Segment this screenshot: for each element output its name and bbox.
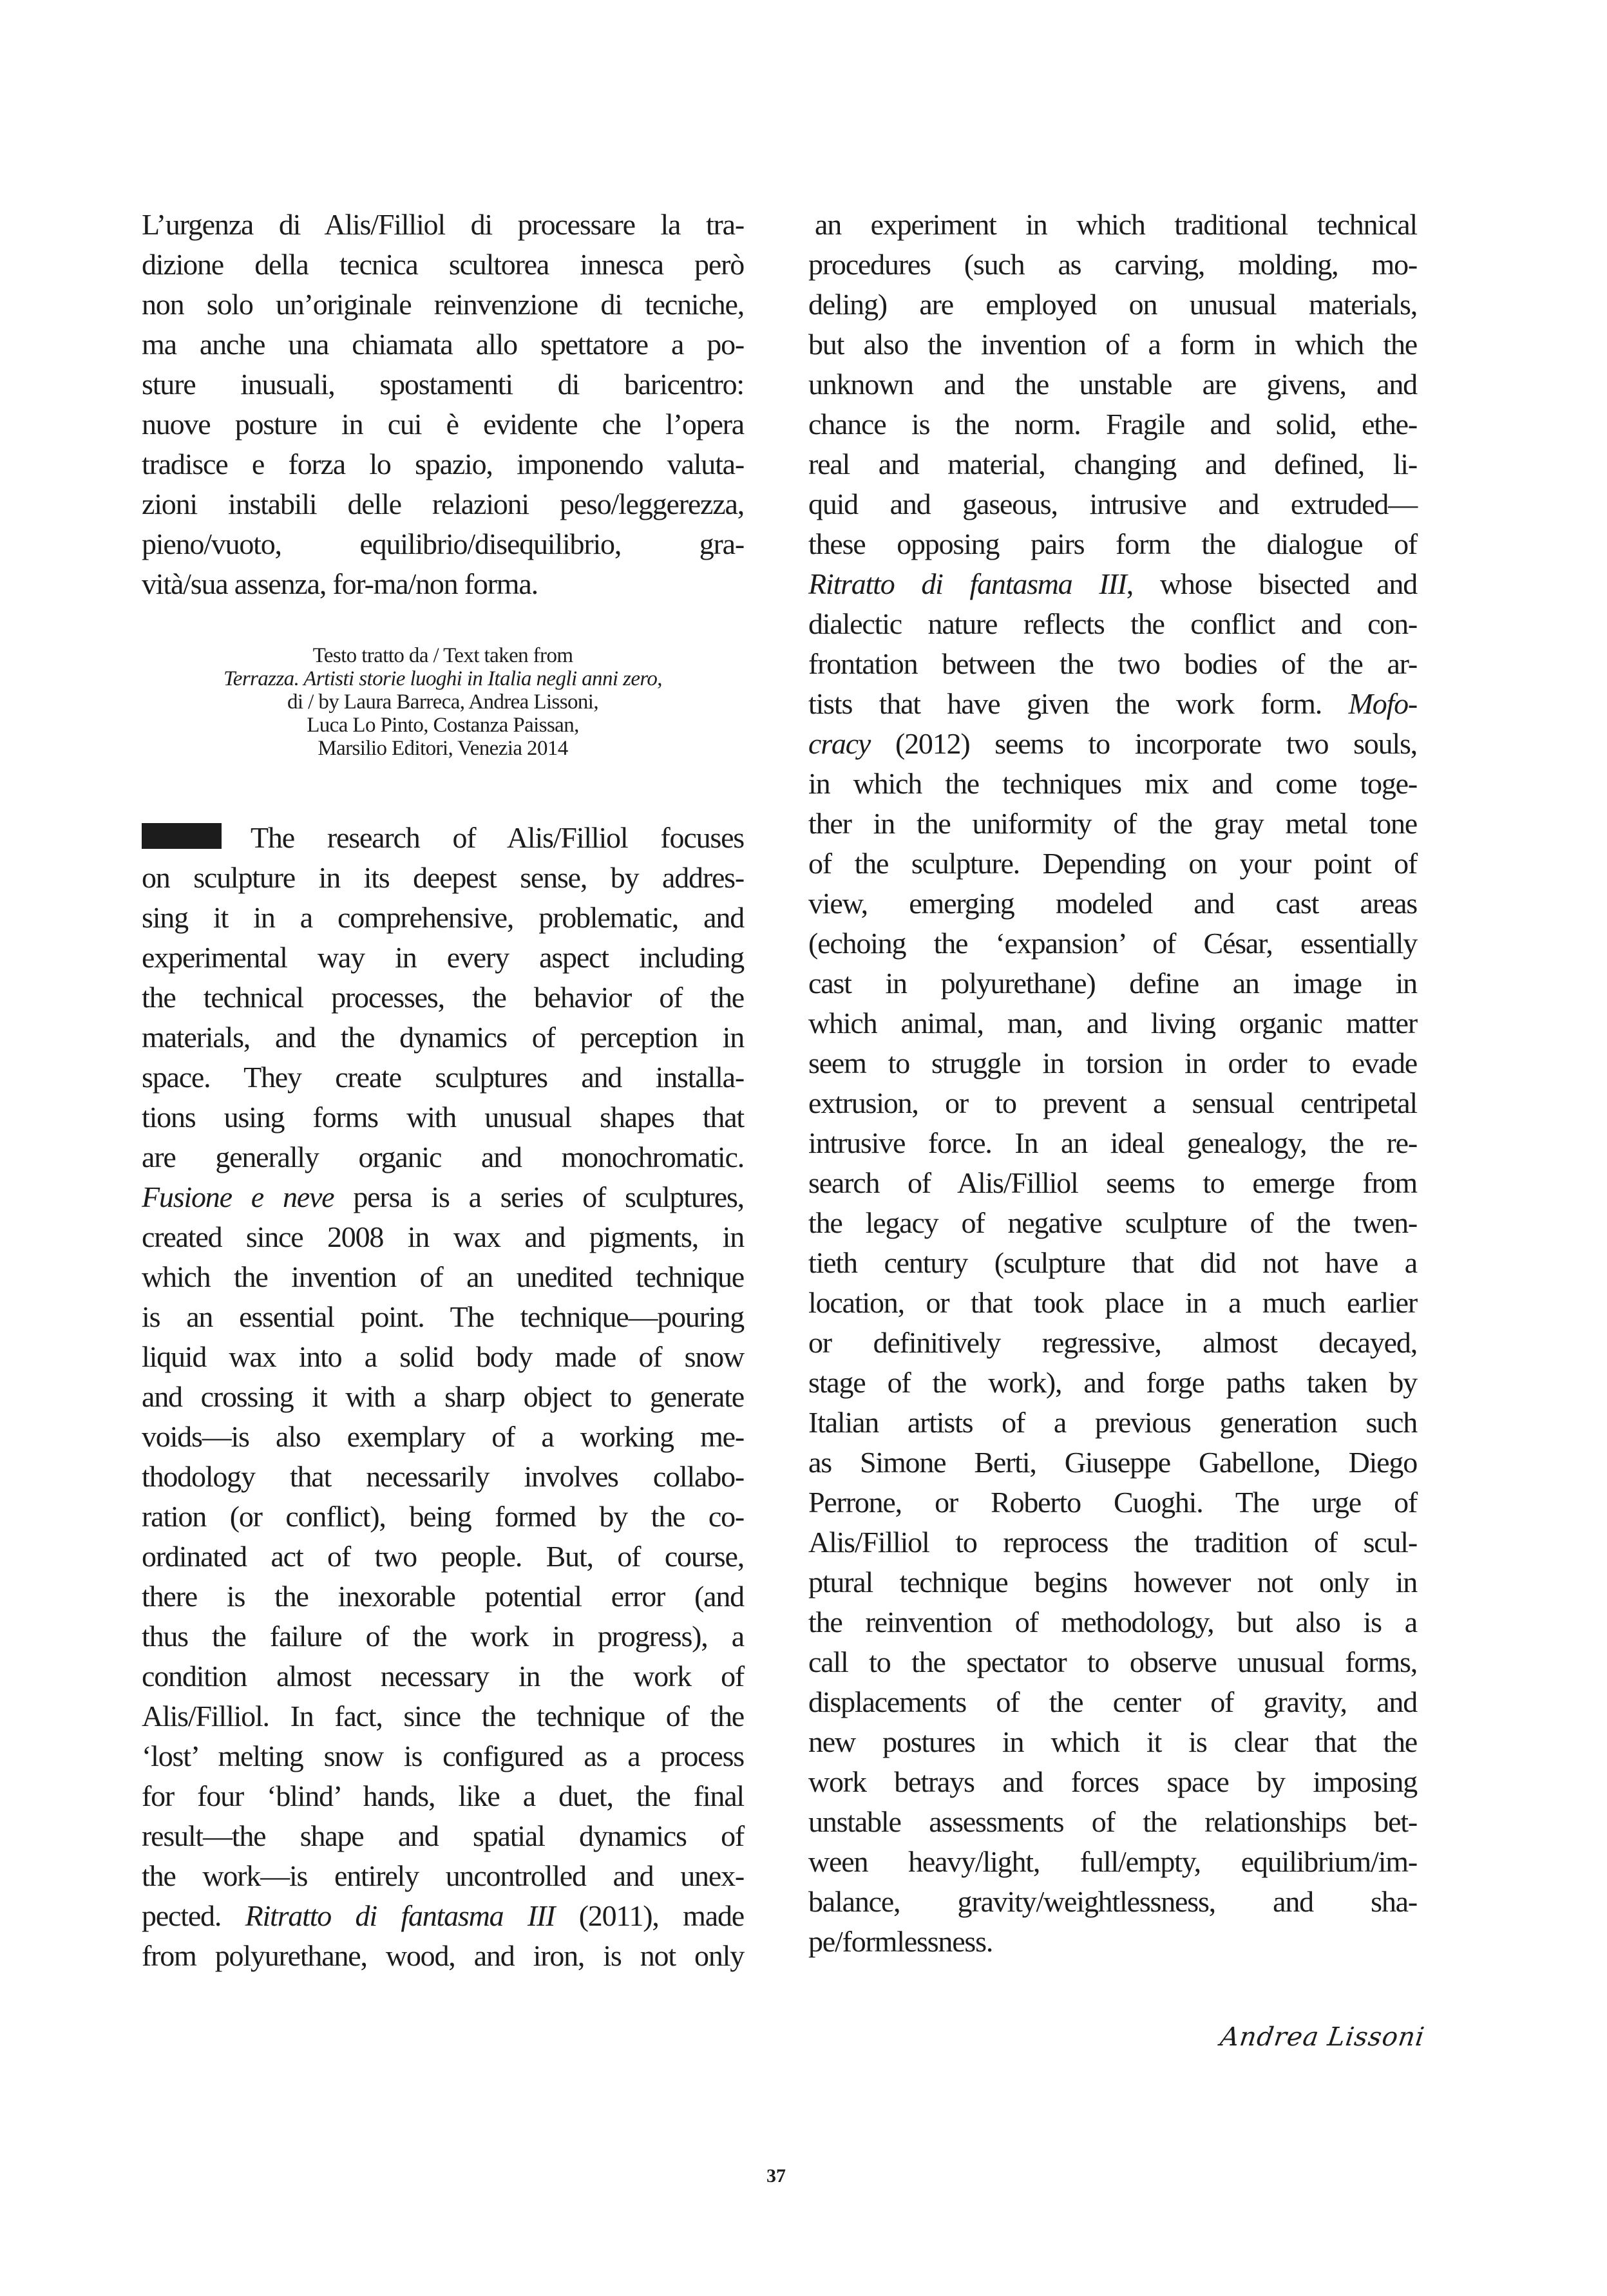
author-signature: Andrea Lissoni <box>1218 2022 1427 2052</box>
text-line: the legacy of negative sculpture of the twen- <box>808 1206 1417 1239</box>
text-line: vità/sua assenza, for-ma/non forma. <box>142 567 538 600</box>
text-line: Italian artists of a previous generation such <box>808 1406 1417 1439</box>
text-line: cast in polyurethane) define an image in <box>808 967 1417 1000</box>
citation-line: Testo tratto da / Text taken from <box>312 644 573 667</box>
text-line: the reinvention of methodology, but also is a <box>808 1606 1417 1638</box>
section-marker-block <box>142 823 222 849</box>
text-line: unknown and the unstable are givens, and <box>808 368 1417 401</box>
page-number: 37 <box>766 2165 786 2187</box>
text-line: zioni instabili delle relazioni peso/leggerezza, <box>142 488 744 520</box>
text-line: displacements of the center of gravity, and <box>808 1685 1417 1718</box>
text-line: voids—is also exemplary of a working me- <box>142 1420 744 1453</box>
text-line: work betrays and forces space by imposing <box>808 1765 1417 1798</box>
left-column <box>142 205 744 1976</box>
text-line: the work—is entirely uncontrolled and unex- <box>142 1859 744 1892</box>
text-line: in which the techniques mix and come toge- <box>808 767 1417 800</box>
text-line: result—the shape and spatial dynamics of <box>142 1819 744 1852</box>
text-line: materials, and the dynamics of perception in <box>142 1021 744 1054</box>
text-line: ptural technique begins however not only in <box>808 1566 1417 1599</box>
text-line: tions using forms with unusual shapes that <box>142 1101 744 1134</box>
text-line: dialectic nature reflects the conflict and con- <box>808 607 1417 640</box>
text-line: for four ‘blind’ hands, like a duet, the final <box>142 1779 744 1812</box>
citation-line: Terrazza. Artisti storie luoghi in Italia negli anni zero, <box>223 667 662 690</box>
text-line: which the invention of an unedited technique <box>142 1260 744 1293</box>
text-line: but also the invention of a form in which the <box>808 328 1417 361</box>
text-line: Ritratto di fantasma III, whose bisected and <box>808 567 1417 600</box>
text-line: L’urgenza di Alis/Filliol di processare la tra- <box>142 208 744 241</box>
artwork-title: Ritratto di fantasma III <box>808 567 1127 600</box>
text-line: new postures in which it is clear that the <box>808 1725 1417 1758</box>
text-line: are generally organic and monochromatic. <box>142 1141 744 1173</box>
english-paragraph-left <box>142 818 744 1976</box>
text-line: ther in the uniformity of the gray metal tone <box>808 807 1417 840</box>
text-line: Alis/Filliol. In fact, since the technique of the <box>142 1700 744 1732</box>
text-line: balance, gravity/weightlessness, and sha- <box>808 1885 1417 1918</box>
text-line: there is the inexorable potential error (and <box>142 1580 744 1613</box>
text-line: space. They create sculptures and installa- <box>142 1061 744 1094</box>
text-line: unstable assessments of the relationships bet- <box>808 1805 1417 1838</box>
text-line: of the sculpture. Depending on your point of <box>808 847 1417 880</box>
text-line: and crossing it with a sharp object to generate <box>142 1380 744 1413</box>
text-line: the technical processes, the behavior of the <box>142 981 744 1014</box>
text-line: or definitively regressive, almost decayed, <box>808 1326 1417 1359</box>
text-line: chance is the norm. Fragile and solid, ethe- <box>808 408 1417 441</box>
text-line: pieno/vuoto, equilibrio/disequilibrio, gra- <box>142 527 744 560</box>
text-line: created since 2008 in wax and pigments, in <box>142 1220 744 1253</box>
text-line: view, emerging modeled and cast areas <box>808 887 1417 920</box>
text-line: stage of the work), and forge paths taken by <box>808 1366 1417 1399</box>
text-line: ma anche una chiamata allo spettatore a po- <box>142 328 744 361</box>
text-line: liquid wax into a solid body made of snow <box>142 1340 744 1373</box>
text-line: thus the failure of the work in progress), a <box>142 1620 744 1653</box>
text-line: is an essential point. The technique—pouring <box>142 1300 744 1333</box>
artwork-title: Ritratto di fantasma III <box>245 1899 555 1932</box>
text-line: cracy (2012) seems to incorporate two souls, <box>808 727 1417 760</box>
text-line: Fusione e neve persa is a series of sculptures, <box>142 1181 744 1213</box>
text-line: deling) are employed on unusual materials, <box>808 288 1417 321</box>
text-line: these opposing pairs form the dialogue of <box>808 527 1417 560</box>
right-column <box>808 205 1417 1962</box>
text-line: an experiment in which traditional technical <box>815 208 1417 241</box>
artwork-title: Mofo- <box>1348 687 1417 720</box>
text-line: on sculpture in its deepest sense, by addres- <box>142 861 744 894</box>
citation-book-title: Terrazza. Artisti storie luoghi in Italia negli anni zero <box>223 667 658 690</box>
text-line: ration (or conflict), being formed by the co- <box>142 1500 744 1533</box>
text-line: Alis/Filliol to reprocess the tradition of scul- <box>808 1526 1417 1559</box>
text-line: which animal, man, and living organic matter <box>808 1007 1417 1039</box>
italian-paragraph <box>142 205 744 604</box>
text-line: search of Alis/Filliol seems to emerge from <box>808 1166 1417 1199</box>
text-line: ‘lost’ melting snow is configured as a process <box>142 1740 744 1772</box>
text-line: quid and gaseous, intrusive and extruded— <box>808 488 1417 520</box>
text-line: intrusive force. In an ideal genealogy, the re- <box>808 1126 1417 1159</box>
text-line: (echoing the ‘expansion’ of César, essentially <box>808 927 1417 960</box>
text-line: tradisce e forza lo spazio, imponendo valuta- <box>142 448 744 480</box>
text-line: non solo un’originale reinvenzione di tecniche, <box>142 288 744 321</box>
citation-block <box>142 644 744 760</box>
text-line: tieth century (sculpture that did not have a <box>808 1246 1417 1279</box>
citation-line: Marsilio Editori, Venezia 2014 <box>318 737 568 760</box>
text-line: sture inusuali, spostamenti di baricentro: <box>142 368 744 401</box>
text-line: tists that have given the work form. Mofo- <box>808 687 1417 720</box>
text-line: call to the spectator to observe unusual forms, <box>808 1646 1417 1678</box>
citation-line: Luca Lo Pinto, Costanza Paissan, <box>307 714 579 737</box>
text-line: experimental way in every aspect including <box>142 941 744 974</box>
text-line: procedures (such as carving, molding, mo- <box>808 248 1417 281</box>
text-line: pe/formlessness. <box>808 1925 993 1958</box>
text-line: sing it in a comprehensive, problematic, and <box>142 901 744 934</box>
text-line: ordinated act of two people. But, of course, <box>142 1540 744 1573</box>
text-line: extrusion, or to prevent a sensual centripetal <box>808 1086 1417 1119</box>
text-line: condition almost necessary in the work of <box>142 1660 744 1693</box>
text-line: thodology that necessarily involves collabo- <box>142 1460 744 1493</box>
text-line: as Simone Berti, Giuseppe Gabellone, Diego <box>808 1446 1417 1479</box>
text-line: The research of Alis/Filliol focuses <box>142 818 744 858</box>
text-line: frontation between the two bodies of the ar- <box>808 647 1417 680</box>
text-line: seem to struggle in torsion in order to evade <box>808 1047 1417 1079</box>
text-line: Perrone, or Roberto Cuoghi. The urge of <box>808 1486 1417 1519</box>
artwork-title: Fusione e neve <box>142 1181 334 1213</box>
text-line: real and material, changing and defined, li- <box>808 448 1417 480</box>
text-line: location, or that took place in a much earlier <box>808 1286 1417 1319</box>
artwork-title: cracy <box>808 727 871 760</box>
text-line: dizione della tecnica scultorea innesca però <box>142 248 744 281</box>
text-line: pected. Ritratto di fantasma III (2011), made <box>142 1899 744 1932</box>
citation-line: di / by Laura Barreca, Andrea Lissoni, <box>287 690 599 714</box>
text-line: from polyurethane, wood, and iron, is not only <box>142 1939 744 1972</box>
text-line: ween heavy/light, full/empty, equilibrium/im- <box>808 1845 1417 1878</box>
text-line: nuove posture in cui è evidente che l’opera <box>142 408 744 441</box>
